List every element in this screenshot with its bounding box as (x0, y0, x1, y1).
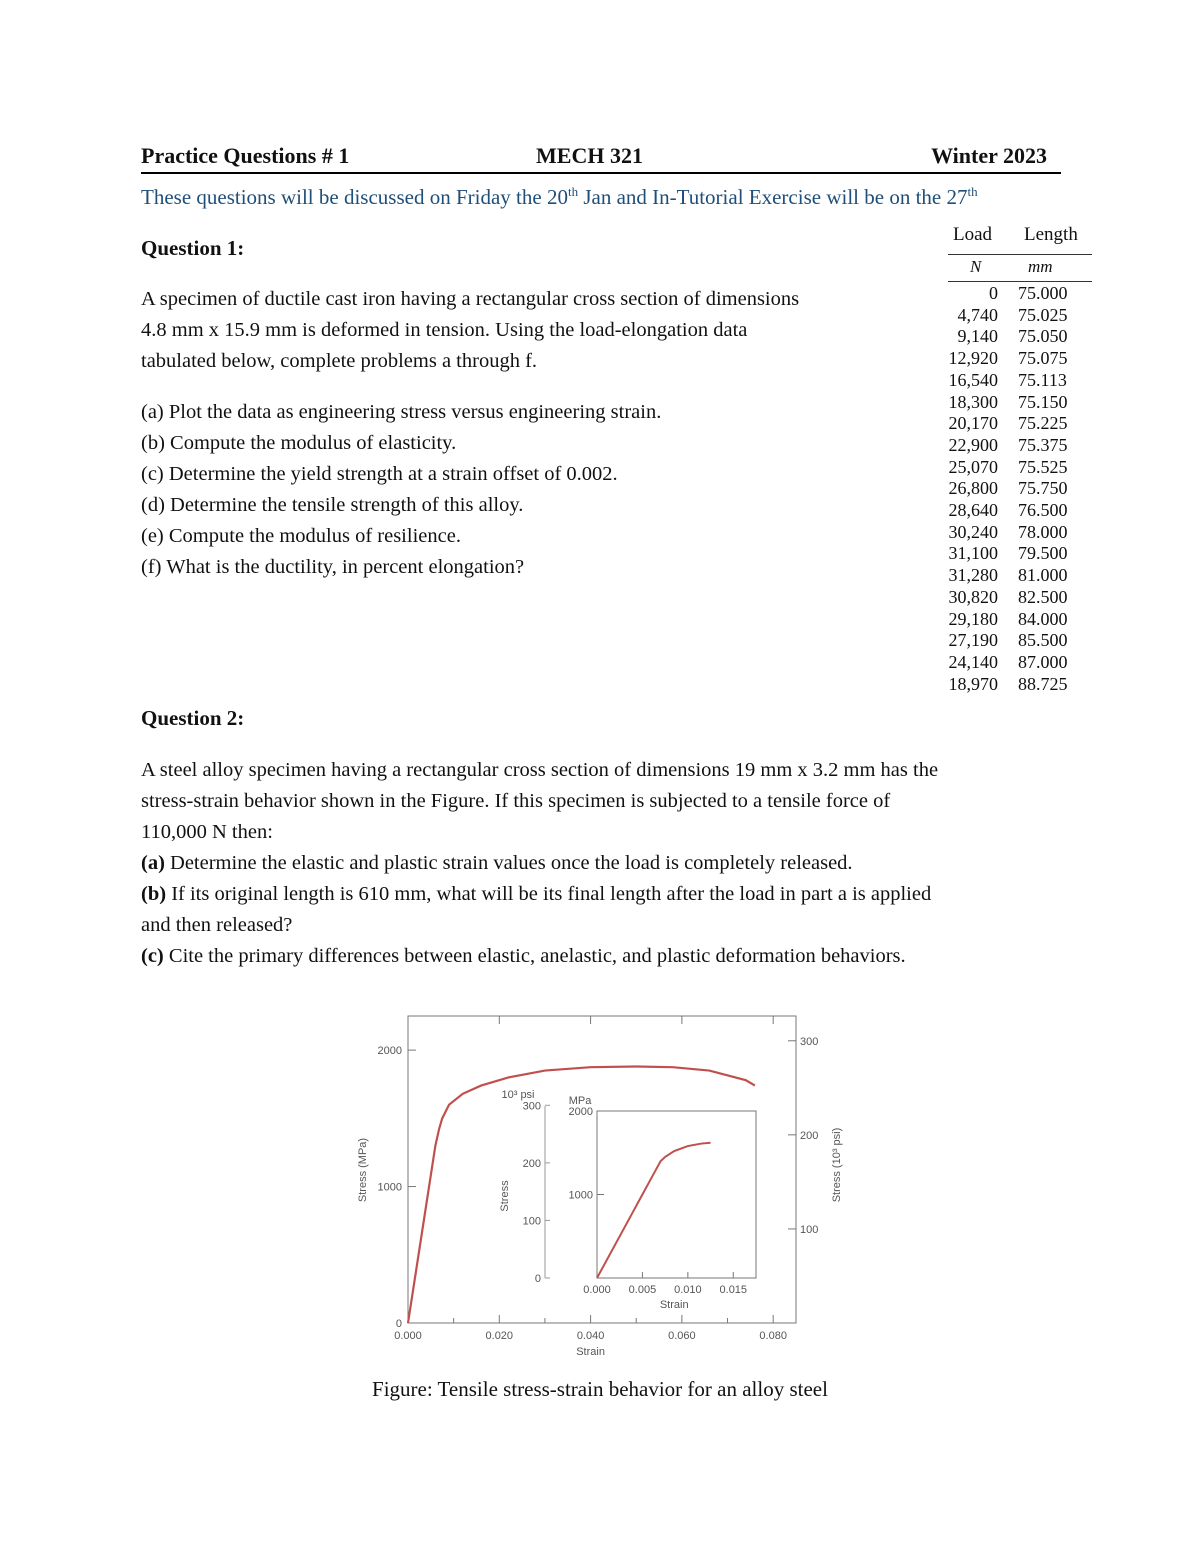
table-cell-load: 29,180 (948, 608, 998, 629)
inset-x-tick-label: 0.005 (628, 1284, 657, 1296)
table-row (940, 435, 1092, 457)
table-row (940, 587, 1092, 609)
table-row (940, 565, 1092, 587)
inset-x-axis-label: Strain (659, 1299, 689, 1311)
question-1-intro (141, 284, 799, 377)
q1-part-f: (f) What is the ductility, in percent elongation? (141, 556, 525, 578)
inset-psi-tick-label: 200 (522, 1157, 541, 1170)
inset-psi-tick-label: 100 (522, 1215, 541, 1228)
table-cell-load: 20,170 (948, 413, 998, 434)
table-row (940, 500, 1092, 522)
y-right-tick-label: 200 (800, 1129, 819, 1142)
table-cell-load: 24,140 (948, 651, 998, 672)
question-2-body (141, 755, 938, 972)
question-1-title: Question 1: (141, 236, 245, 260)
y-right-tick-label: 100 (800, 1223, 819, 1236)
table-cell-length: 84.000 (1018, 608, 1068, 629)
table-unit-length: mm (1028, 257, 1053, 276)
table-cell-load: 25,070 (948, 456, 998, 477)
note-part1: These questions will be discussed on Friday the 20 (141, 185, 568, 209)
inset-psi-tick-label: 0 (534, 1273, 541, 1285)
table-row (940, 305, 1092, 327)
table-cell-length: 78.000 (1018, 521, 1068, 542)
table-cell-load: 0 (989, 283, 998, 303)
table-cell-load: 31,100 (948, 543, 998, 564)
document-header (141, 142, 1061, 174)
x-tick-label: 0.060 (668, 1330, 696, 1342)
q2-part-text: Determine the elastic and plastic strain values once the load is completely released. (164, 852, 853, 874)
table-cell-length: 75.113 (1018, 369, 1067, 390)
x-tick-label: 0.080 (759, 1330, 787, 1342)
table-cell-length: 76.500 (1018, 500, 1068, 520)
y-right-tick-label: 300 (800, 1035, 819, 1048)
q2-part-a (141, 848, 938, 879)
q1-part-b: (b) Compute the modulus of elasticity. (141, 432, 457, 454)
table-cell-load: 18,970 (948, 673, 998, 694)
schedule-note (141, 184, 978, 210)
question-2-title: Question 2: (141, 706, 245, 730)
table-cell-load: 30,240 (948, 521, 998, 542)
table-cell-length: 75.000 (1018, 283, 1068, 303)
table-cell-length: 75.225 (1018, 413, 1068, 434)
table-row (940, 543, 1092, 565)
table-row (940, 478, 1092, 500)
y-tick-label: 1000 (377, 1181, 402, 1194)
x-tick-label: 0.040 (576, 1330, 605, 1342)
inset-x-tick-label: 0.010 (674, 1284, 702, 1296)
inset-mpa-tick-label: 2000 (568, 1106, 593, 1118)
q1-intro-line: 4.8 mm x 15.9 mm is deformed in tension. Using the load-elongation data (141, 319, 748, 341)
table-row (940, 348, 1092, 370)
y-right-axis-label: Stress (10³ psi) (831, 1127, 843, 1203)
y-axis-label: Stress (MPa) (357, 1137, 369, 1203)
table-cell-load: 30,820 (948, 586, 998, 607)
q1-intro-line: tabulated below, complete problems a through f. (141, 350, 538, 372)
table-cell-load: 22,900 (948, 434, 998, 455)
q2-part-label: (a) (141, 852, 165, 874)
q2-part-label: (c) (141, 945, 164, 967)
table-cell-length: 75.050 (1018, 326, 1068, 347)
inset-psi-unit: 10³ psi (501, 1089, 535, 1101)
table-cell-load: 27,190 (948, 630, 998, 651)
x-tick-label: 0.020 (485, 1330, 514, 1342)
inset-mpa-unit: MPa (568, 1095, 592, 1107)
table-unit-load: N (970, 257, 982, 276)
header-term: Winter 2023 (931, 143, 1047, 168)
table-row (940, 652, 1092, 674)
q2-part-text: and then released? (141, 914, 293, 936)
question-1-parts (141, 397, 661, 583)
table-rule (948, 281, 1092, 282)
q2-intro-line: A steel alloy specimen having a rectangular cross section of dimensions 19 mm x 3.2 mm has the (141, 759, 939, 781)
q2-intro-line: 110,000 N then: (141, 821, 273, 843)
table-cell-load: 28,640 (948, 500, 998, 520)
table-cell-length: 75.750 (1018, 478, 1068, 499)
table-cell-load: 31,280 (948, 565, 998, 586)
q2-intro-line: stress-strain behavior shown in the Figure. If this specimen is subjected to a tensile force of (141, 790, 891, 812)
table-rule (948, 254, 1092, 255)
stress-strain-figure (340, 1000, 860, 1375)
x-axis-label: Strain (576, 1346, 605, 1358)
header-course-doc: Practice Questions # 1 (141, 143, 350, 168)
figure-caption: Figure: Tensile stress-strain behavior for an alloy steel (372, 1377, 828, 1401)
table-cell-length: 75.025 (1018, 304, 1068, 325)
table-cell-length: 75.375 (1018, 434, 1068, 455)
table-header-length: Length (1024, 224, 1078, 245)
header-course-code: MECH 321 (536, 143, 643, 168)
table-row (940, 457, 1092, 479)
table-cell-load: 18,300 (948, 391, 998, 412)
q1-part-c: (c) Determine the yield strength at a strain offset of 0.002. (141, 463, 618, 485)
table-cell-length: 85.500 (1018, 630, 1068, 651)
table-cell-load: 4,740 (957, 304, 998, 325)
inset-plot-frame (597, 1111, 756, 1278)
table-header-load: Load (953, 224, 993, 245)
note-sup1: th (567, 184, 579, 199)
table-cell-length: 87.000 (1018, 651, 1068, 672)
table-row (940, 609, 1092, 631)
table-cell-load: 12,920 (948, 348, 998, 369)
note-part2: Jan and In-Tutorial Exercise will be on the 27 (578, 185, 968, 209)
table-row (940, 283, 1092, 305)
inset-psi-tick-label: 300 (522, 1100, 541, 1113)
table-cell-length: 81.000 (1018, 565, 1068, 586)
table-cell-length: 75.150 (1018, 391, 1068, 412)
table-row (940, 674, 1092, 696)
table-cell-length: 75.525 (1018, 456, 1068, 477)
table-cell-length: 75.075 (1018, 348, 1068, 369)
q2-part-text: If its original length is 610 mm, what will be its final length after the load in part a is applied (166, 883, 932, 905)
table-cell-load: 16,540 (948, 369, 998, 390)
y-tick-label: 2000 (377, 1045, 402, 1058)
inset-x-tick-label: 0.015 (719, 1284, 748, 1296)
table-cell-load: 26,800 (948, 478, 998, 499)
note-sup2: th (967, 184, 978, 199)
table-row (940, 522, 1092, 544)
q2-part-b (141, 879, 938, 910)
table-row (940, 413, 1092, 435)
table-row (940, 630, 1092, 652)
x-tick-label: 0.000 (394, 1330, 422, 1342)
table-cell-length: 82.500 (1018, 586, 1068, 607)
q1-part-e: (e) Compute the modulus of resilience. (141, 525, 461, 547)
q1-part-d: (d) Determine the tensile strength of this alloy. (141, 494, 524, 516)
inset-y-axis-label: Stress (499, 1180, 511, 1212)
table-cell-length: 79.500 (1018, 543, 1068, 564)
inset-mpa-tick-label: 1000 (568, 1189, 593, 1202)
table-cell-length: 88.725 (1018, 673, 1068, 694)
inset-x-tick-label: 0.000 (583, 1284, 611, 1296)
table-row (940, 326, 1092, 348)
q2-part-text: Cite the primary differences between elastic, anelastic, and plastic deformation behaviors. (163, 945, 906, 967)
q2-part-b-cont (141, 910, 938, 941)
table-row (940, 392, 1092, 414)
q1-part-a: (a) Plot the data as engineering stress versus engineering strain. (141, 401, 662, 423)
y-tick-label: 0 (395, 1318, 402, 1330)
q2-part-label: (b) (141, 883, 167, 905)
table-row (940, 370, 1092, 392)
q1-intro-line: A specimen of ductile cast iron having a rectangular cross section of dimensions (141, 288, 800, 310)
q2-part-c (141, 941, 938, 972)
table-cell-load: 9,140 (957, 326, 998, 347)
